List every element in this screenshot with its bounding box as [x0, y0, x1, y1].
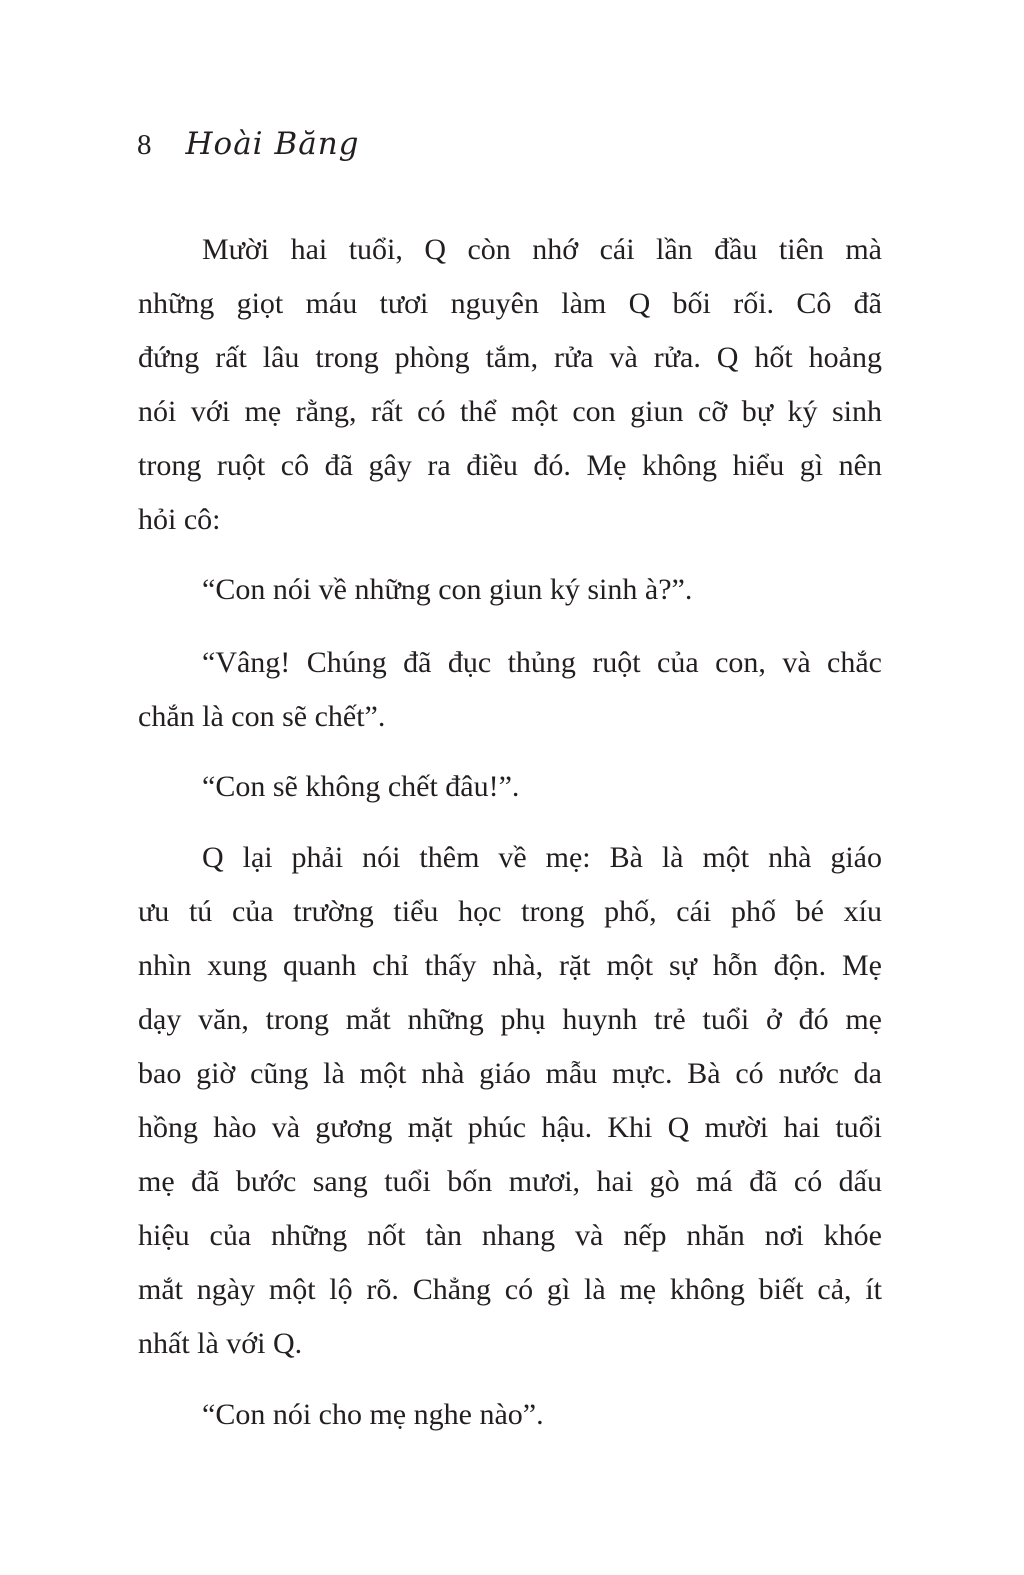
text-line: Q lại phải nói thêm về mẹ: Bà là một nhà giáo: [202, 841, 882, 874]
text-line: hỏi cô:: [138, 503, 221, 536]
text-line: nhất là với Q.: [138, 1327, 303, 1360]
text-line: bao giờ cũng là một nhà giáo mẫu mực. Bà có nước da: [138, 1057, 882, 1090]
text-line: nhìn xung quanh chỉ thấy nhà, rặt một sự hỗn độn. Mẹ: [138, 949, 882, 982]
text-line: những giọt máu tươi nguyên làm Q bối rối. Cô đã: [138, 287, 882, 320]
text-line: mẹ đã bước sang tuổi bốn mươi, hai gò má đã có dấu: [138, 1165, 882, 1198]
text-line: mắt ngày một lộ rõ. Chẳng có gì là mẹ không biết cả, ít: [138, 1273, 882, 1306]
text-line: trong ruột cô đã gây ra điều đó. Mẹ không hiểu gì nên: [138, 449, 882, 482]
page-number: 8: [137, 129, 152, 161]
running-head: [137, 126, 360, 170]
text-line: ưu tú của trường tiểu học trong phố, cái phố bé xíu: [138, 895, 882, 928]
text-line: nói với mẹ rằng, rất có thể một con giun cỡ bự ký sinh: [138, 395, 882, 428]
dialogue-line: “Vâng! Chúng đã đục thủng ruột của con, và chắc: [202, 646, 882, 679]
text-line: đứng rất lâu trong phòng tắm, rửa và rửa. Q hốt hoảng: [138, 341, 882, 374]
text-line: dạy văn, trong mắt những phụ huynh trẻ tuổi ở đó mẹ: [138, 1003, 882, 1036]
dialogue-line: chắn là con sẽ chết”.: [138, 700, 386, 733]
text-line: hồng hào và gương mặt phúc hậu. Khi Q mười hai tuổi: [138, 1111, 882, 1144]
book-title: Hoài Băng: [185, 126, 360, 162]
dialogue-line: “Con sẽ không chết đâu!”.: [202, 770, 520, 803]
text-line: Mười hai tuổi, Q còn nhớ cái lần đầu tiên mà: [202, 233, 882, 266]
dialogue-line: “Con nói về những con giun ký sinh à?”.: [202, 573, 693, 606]
dialogue-line: “Con nói cho mẹ nghe nào”.: [202, 1398, 544, 1431]
text-line: hiệu của những nốt tàn nhang và nếp nhăn nơi khóe: [138, 1219, 882, 1252]
